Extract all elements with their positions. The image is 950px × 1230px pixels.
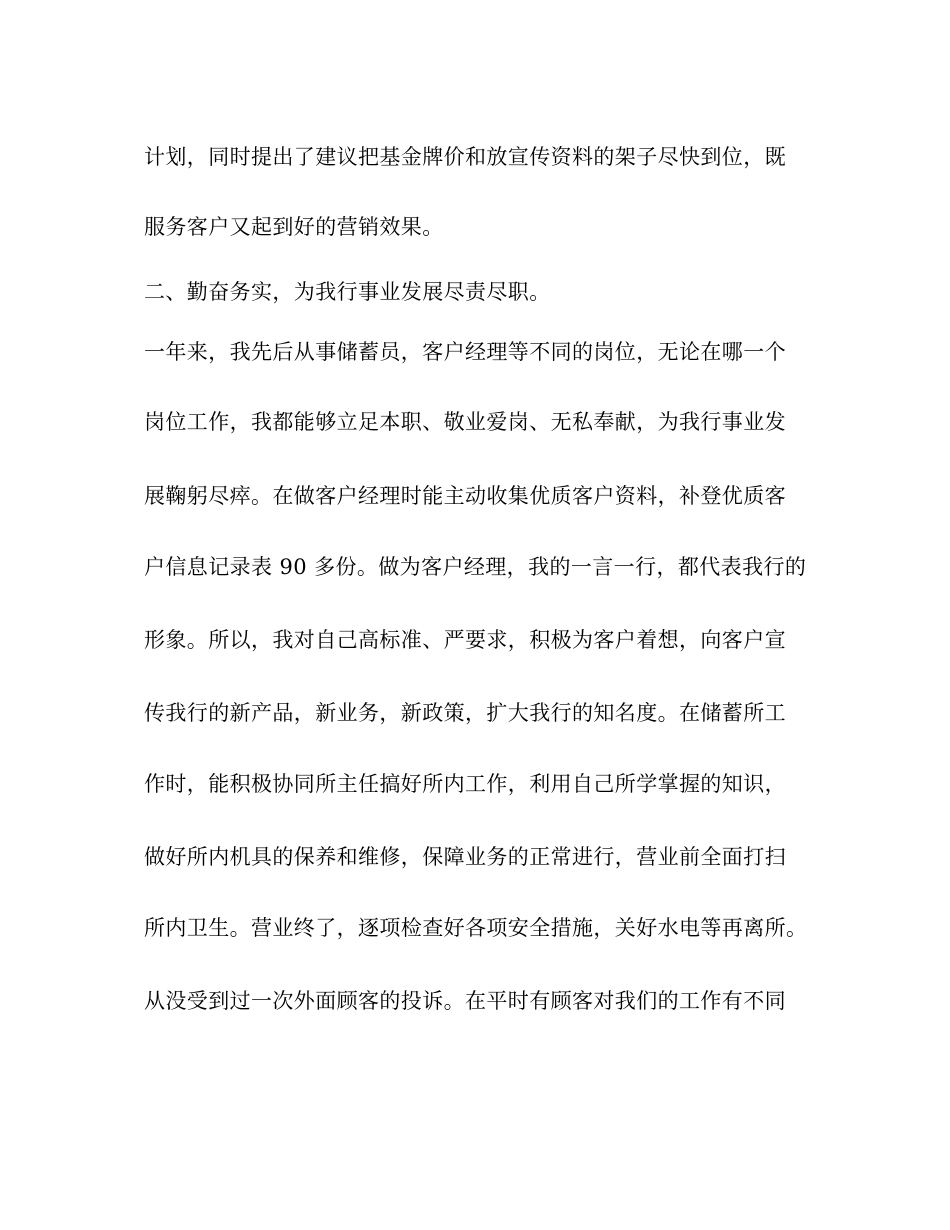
text-line: 计划，同时提出了建议把基金牌价和放宣传资料的架子尽快到位，既 bbox=[144, 145, 786, 169]
text-line: 形象。所以，我对自己高标准、严要求，积极为客户着想，向客户宣 bbox=[144, 628, 786, 652]
text-line: 服务客户又起到好的营销效果。 bbox=[144, 215, 444, 239]
text-line: 岗位工作，我都能够立足本职、敬业爱岗、无私奉献，为我行事业发 bbox=[144, 410, 786, 434]
text-line: 所内卫生。营业终了，逐项检查好各项安全措施，关好水电等再离所。 bbox=[144, 916, 808, 940]
text-line: 传我行的新产品，新业务，新政策，扩大我行的知名度。在储蓄所工 bbox=[144, 701, 786, 725]
text-line: 户信息记录表 90 多份。做为客户经理，我的一言一行，都代表我行的 bbox=[144, 555, 807, 579]
text-line: 一年来，我先后从事储蓄员，客户经理等不同的岗位，无论在哪一个 bbox=[144, 340, 786, 364]
text-line: 作时，能积极协同所主任搞好所内工作，利用自己所学掌握的知识， bbox=[144, 772, 786, 796]
text-line: 从没受到过一次外面顾客的投诉。在平时有顾客对我们的工作有不同 bbox=[144, 989, 786, 1013]
section-heading: 二、勤奋务实，为我行事业发展尽责尽职。 bbox=[144, 280, 551, 304]
text-line: 展鞠躬尽瘁。在做客户经理时能主动收集优质客户资料，补登优质客 bbox=[144, 484, 786, 508]
text-line: 做好所内机具的保养和维修，保障业务的正常进行，营业前全面打扫 bbox=[144, 845, 786, 869]
